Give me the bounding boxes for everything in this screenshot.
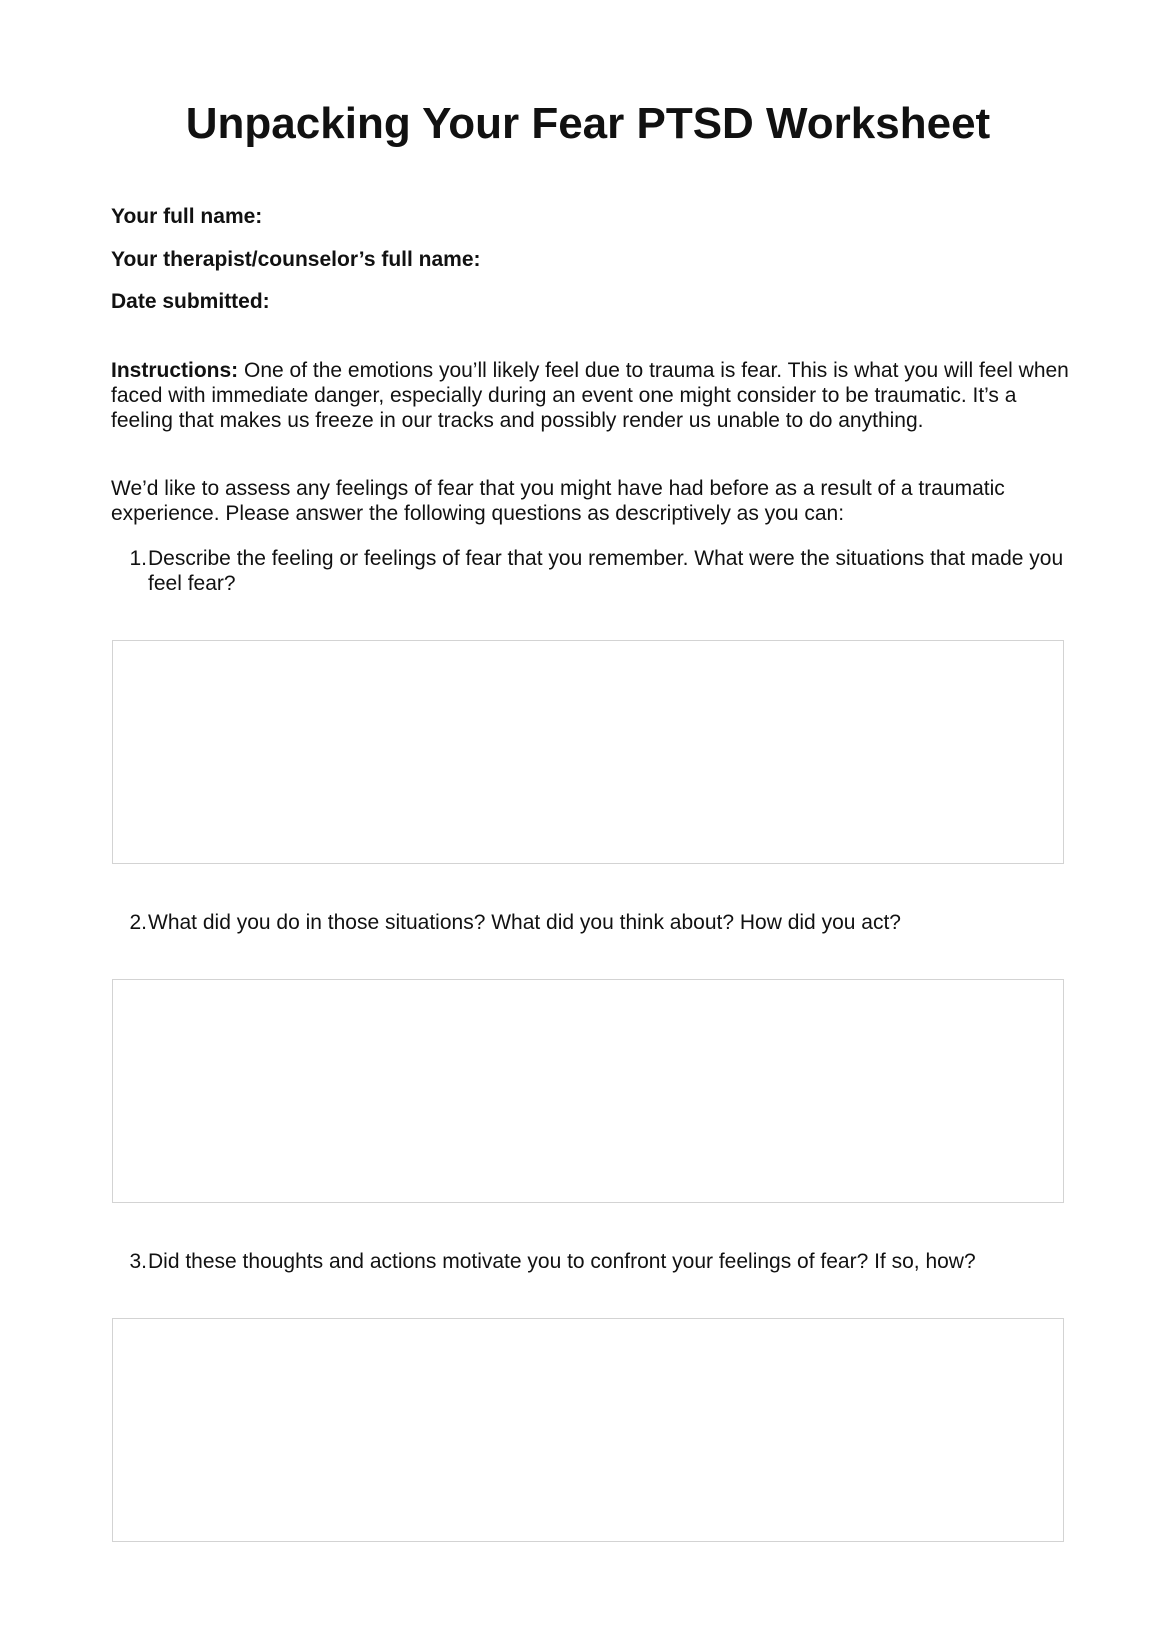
therapist-name-label: Your therapist/counselor’s full name: [111,248,481,271]
intro-paragraph: We’d like to assess any feelings of fear that you might have had before as a result of a traumatic experience. Please answer the following questions as descriptively as you can: [111,477,1005,525]
page-title: Unpacking Your Fear PTSD Worksheet [185,99,991,148]
question-number: 1. [129,547,147,570]
answer-box-2[interactable] [112,979,1064,1203]
date-submitted-label: Date submitted: [111,290,270,313]
question-number: 3. [129,1250,147,1273]
question-2 [111,910,1071,935]
question-text: Describe the feeling or feelings of fear that you remember. What were the situations that made you feel fear? [148,547,1064,595]
question-number: 2. [129,911,147,934]
question-text: What did you do in those situations? What did you think about? How did you act? [148,911,901,934]
instructions-text: One of the emotions you’ll likely feel due to trauma is fear. This is what you will feel when faced with immediate danger, especially during an event one might consider to be traumatic. It’s a feeling that makes us freeze in our tracks and possibly render us unable to do anything. [111,359,1069,432]
question-1 [111,546,1071,596]
answer-box-3[interactable] [112,1318,1064,1542]
full-name-label: Your full name: [111,205,263,228]
question-text: Did these thoughts and actions motivate you to confront your feelings of fear? If so, how? [148,1250,976,1273]
instructions-paragraph [111,358,1071,433]
answer-box-1[interactable] [112,640,1064,864]
question-3 [111,1249,1071,1274]
instructions-heading: Instructions: [111,359,239,382]
